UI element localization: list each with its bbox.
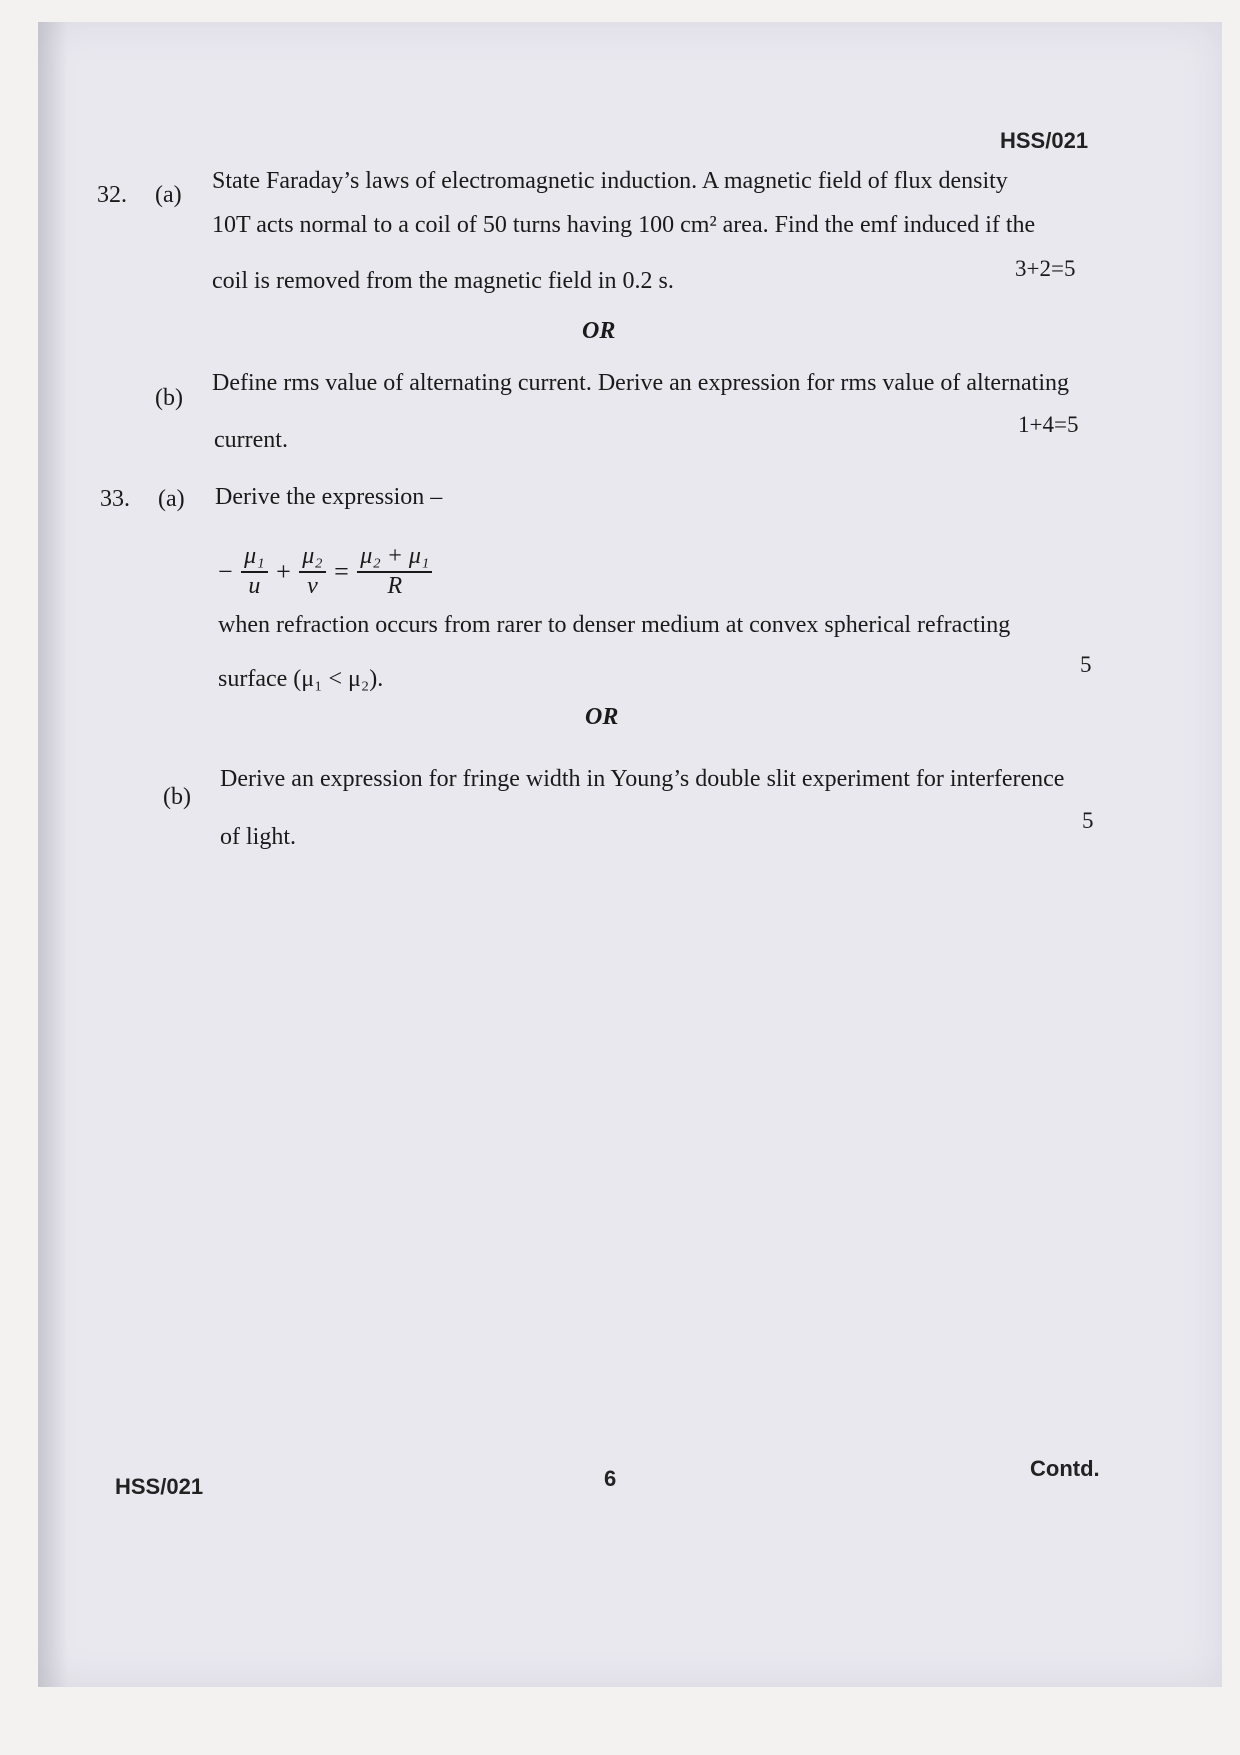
question-33a-intro: Derive the expression –: [215, 484, 443, 510]
question-33b-line-1: Derive an expression for fringe width in Young’s double slit experiment for interference: [220, 766, 1065, 792]
equation-term-3-numerator: μ₂ + μ₁: [357, 543, 432, 573]
equation-term-1: [241, 543, 267, 600]
question-33-or: OR: [585, 704, 619, 730]
question-32b-marks: 1+4=5: [1018, 412, 1079, 437]
question-32a-line-3: coil is removed from the magnetic field in 0.2 s.: [212, 268, 674, 294]
equation-term-2-numerator: μ₂: [299, 543, 325, 573]
question-32a-label: (a): [155, 182, 182, 208]
page-edge-shadow: [38, 22, 68, 1687]
question-32-or: OR: [582, 318, 616, 344]
footer-page-number: 6: [604, 1466, 617, 1491]
equation-term-1-numerator: μ₁: [241, 543, 267, 573]
question-33a-line-1: when refraction occurs from rarer to denser medium at convex spherical refracting: [218, 612, 1011, 638]
footer-paper-code: HSS/021: [115, 1474, 204, 1499]
question-33b-marks: 5: [1082, 808, 1094, 833]
question-32a-line-2: 10T acts normal to a coil of 50 turns having 100 cm² area. Find the emf induced if the: [212, 212, 1036, 238]
equation-term-3: [357, 543, 432, 600]
footer-contd: Contd.: [1030, 1456, 1100, 1481]
equation-equals-sign: =: [334, 556, 349, 586]
lens-equation: [216, 543, 432, 600]
question-33b-line-2: of light.: [220, 824, 296, 850]
question-33-number: 33.: [100, 486, 130, 512]
equation-plus-sign: +: [276, 556, 291, 586]
question-32b-label: (b): [155, 385, 183, 411]
equation-term-1-denominator: u: [248, 572, 261, 599]
question-32a-marks: 3+2=5: [1015, 256, 1076, 281]
equation-term-2-denominator: v: [307, 572, 318, 599]
header-paper-code: HSS/021: [1000, 128, 1089, 153]
question-33a-line-2: surface (μ₁ < μ₂).: [218, 666, 384, 692]
equation-minus-sign: −: [218, 556, 233, 586]
question-33a-marks: 5: [1080, 652, 1092, 677]
equation-term-3-denominator: R: [387, 572, 403, 599]
question-32b-line-1: Define rms value of alternating current. Derive an expression for rms value of alternating: [212, 370, 1070, 396]
question-33a-label: (a): [158, 486, 185, 512]
question-32-number: 32.: [97, 182, 127, 208]
question-33b-label: (b): [163, 784, 191, 810]
equation-term-2: [299, 543, 325, 600]
question-32a-line-1: State Faraday’s laws of electromagnetic induction. A magnetic field of flux density: [212, 168, 1008, 194]
question-32b-line-2: current.: [214, 427, 288, 453]
